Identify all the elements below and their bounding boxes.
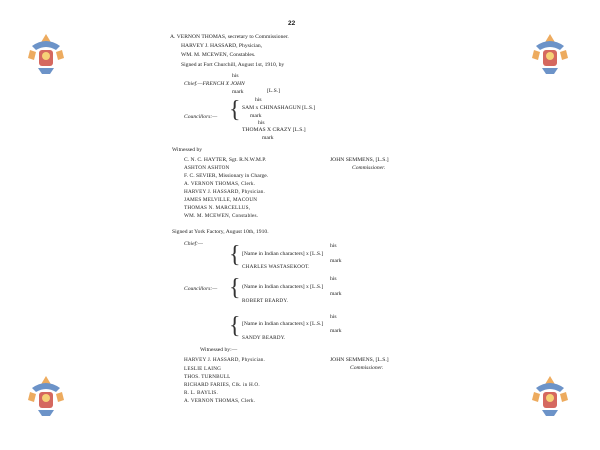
brace: {	[229, 242, 241, 268]
witnessed-heading: Witnessed by	[172, 147, 203, 153]
commissioner-name: JOHN SEMMENS, [L.S.]	[330, 357, 389, 363]
councillor-signature: THOMAS X CRAZY [L.S.]	[242, 127, 306, 133]
his-label: his	[330, 276, 337, 282]
emblem-icon	[26, 372, 66, 418]
mark-label: mark	[330, 291, 342, 297]
emblem-icon	[530, 30, 570, 76]
his-label: his	[330, 314, 337, 320]
chief-label: Chief:—	[184, 241, 203, 247]
header-line: Signed at Fort Churchill, August 1st, 1910, by	[181, 62, 285, 68]
witness-line: R. L. BAYLIS.	[184, 390, 218, 396]
mark-label: mark	[262, 135, 274, 141]
signature-name: SANDY BEARDY.	[242, 335, 286, 341]
seal-label: [L.S.]	[267, 88, 281, 94]
page-number: 22	[288, 20, 296, 27]
commissioner-title: Commissioner.	[350, 365, 384, 371]
emblem-icon	[530, 372, 570, 418]
witness-line: HARVEY J. HASSARD, Physician.	[184, 189, 265, 195]
mark-label: mark	[232, 89, 244, 95]
witness-line: HARVEY J. HASSARD, Physician.	[184, 357, 265, 363]
chief-signature: Chief.—FRENCH X JOHN	[184, 81, 245, 87]
brace: {	[229, 313, 241, 339]
name-line: (Name in Indian characters] x [L.S.]	[242, 284, 324, 290]
witness-line: THOS. TURNBULL	[184, 374, 231, 380]
name-line: [Name in Indian characters] x [L.S.]	[242, 251, 324, 257]
witness-line: WM. M. MCEWEN, Constables.	[184, 213, 259, 219]
witness-line: RICHARD FARIES, Clk. in H.O.	[184, 382, 260, 388]
name-line: [Name in Indian characters] x [L.S.]	[242, 321, 324, 327]
witness-line: C. N. C. HAYTER, Sgt. R.N.W.M.P.	[184, 157, 267, 163]
mark-label: mark	[250, 113, 262, 119]
header-line: A. VERNON THOMAS, secretary to Commissioner.	[170, 34, 289, 40]
his-label: his	[258, 120, 265, 126]
header-line: WM. M. MCEWEN, Constables.	[181, 52, 256, 58]
witness-line: THOMAS N. MARCELLUS,	[184, 205, 251, 211]
header-line: HARVEY J. HASSARD, Physician,	[181, 43, 263, 49]
commissioner-title: Commissioner.	[352, 165, 386, 171]
signed-heading: Signed at York Factory, August 10th, 1910.	[172, 229, 269, 235]
signature-name: CHARLES WASTASEKOOT.	[242, 264, 310, 270]
mark-label: mark	[330, 328, 342, 334]
witnessed-heading: Witnessed by:—	[200, 347, 238, 353]
witness-line: A. VERNON THOMAS, Clerk.	[184, 398, 256, 404]
witness-line: A. VERNON THOMAS, Clerk.	[184, 181, 256, 187]
signature-name: ROBERT BEARDY.	[242, 298, 289, 304]
witness-line: LESLIE LAING	[184, 366, 222, 372]
brace: {	[229, 275, 241, 301]
his-label: his	[232, 73, 239, 79]
emblem-icon	[26, 30, 66, 76]
commissioner-name: JOHN SEMMENS, [L.S.]	[330, 157, 389, 163]
witness-line: ASHTON ASHTON	[184, 165, 230, 171]
witness-line: JAMES MELVILLE, MACOUN	[184, 197, 258, 203]
councillor-signature: SAM x CHINASHAGUN [L.S.]	[242, 105, 316, 111]
councillors-label: Councillors:—	[184, 114, 218, 120]
witness-line: F. C. SEVIER, Missionary in Charge.	[184, 173, 269, 179]
his-label: his	[330, 243, 337, 249]
his-label: his	[255, 97, 262, 103]
mark-label: mark	[330, 258, 342, 264]
brace: {	[229, 97, 241, 123]
councillors-label: Councillors:—	[184, 286, 218, 292]
